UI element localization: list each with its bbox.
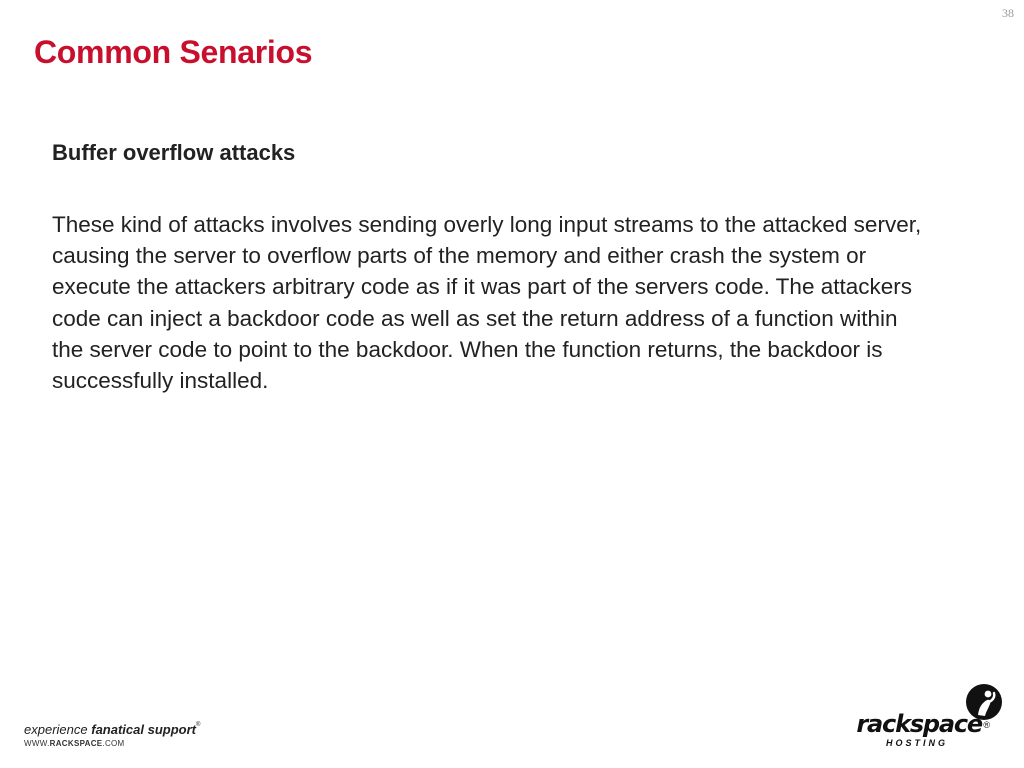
footer-url-brand: RACKSPACE — [49, 739, 103, 748]
footer-url-suffix: .COM — [102, 739, 125, 748]
footer-branding — [24, 722, 244, 748]
tagline-strong: fanatical support — [91, 722, 196, 737]
logo-registered-mark: ® — [983, 720, 990, 730]
footer-url — [24, 739, 244, 748]
logo-subtitle: HOSTING — [885, 738, 948, 748]
tagline — [24, 722, 244, 737]
logo-wordmark: rackspace — [856, 710, 982, 738]
slide-title: Common Senarios — [34, 34, 313, 70]
tagline-light: experience — [24, 722, 88, 737]
footer-url-prefix: WWW. — [24, 739, 50, 748]
section-heading: Buffer overflow attacks — [52, 140, 296, 165]
page-number: 38 — [1002, 6, 1014, 20]
tagline-registered-mark: ® — [195, 722, 201, 728]
rackspace-logo — [854, 680, 1004, 750]
body-paragraph: These kind of attacks involves sending overly long input streams to the attacked server, causing the server to overflow parts of the memory and either crash the system or execute the attackers arbitrary code as if it was part of the servers code. The attackers code can inject a backdoor code as well as set the return address of a function within the server code to point to the backdoor. When the function returns, the backdoor is successfully installed. — [52, 212, 922, 394]
